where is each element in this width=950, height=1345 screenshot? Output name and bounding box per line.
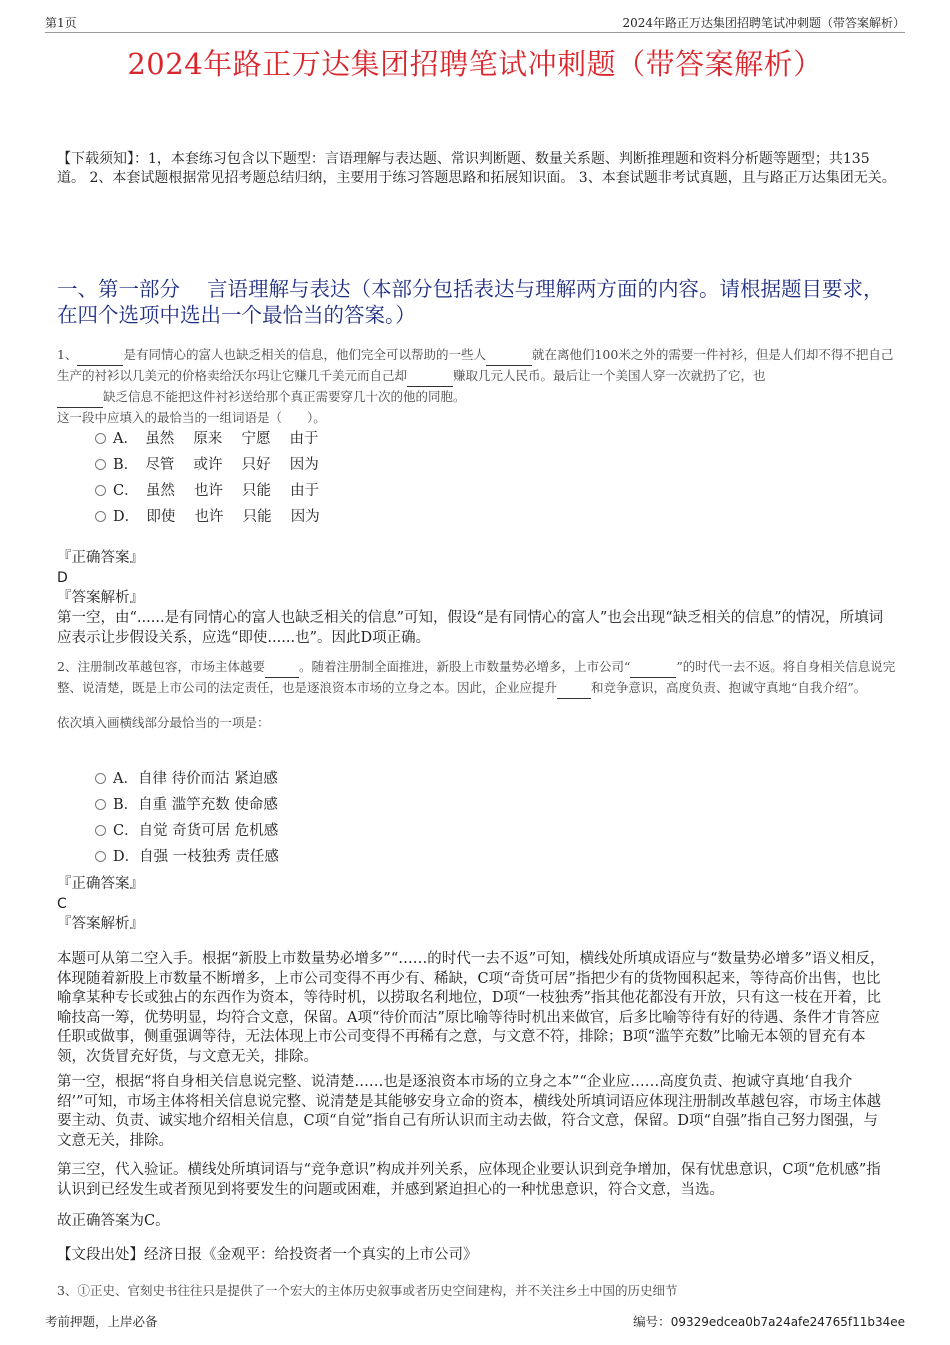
question-2-prompt: 依次填入画横线部分最恰当的一项是： bbox=[57, 715, 270, 730]
question-2-text bbox=[57, 657, 897, 699]
answer-value: D bbox=[57, 570, 68, 586]
download-notice: 【下载须知】：1，本套练习包含以下题型：言语理解与表达题、常识判断题、数量关系题、判断推理题和资料分析题等题型；共135道。 2、本套试题根据常见招考题总结归纳，主要用于练习答题思路和拓展知识面。 3、本套试题非考试真题，且与路正万达集团无关。 bbox=[57, 151, 896, 186]
analysis-paragraph-1: 本题可从第二空入手。根据“新股上市数量势必增多”“……的时代一去不返”可知，横线处所填成语应与“数量势必增多”语义相反，体现随着新股上市数量不断增多，上市公司变得不再少有、稀缺，C项“奇货可居”指把少有的货物囤积起来，等待高价出售，也比喻拿某种专长或独占的东西作为资本，等待时机，以捞取名利地位，D项“一枝独秀”指其他花都没有开放，只有这一枝在开着，比喻技高一筹，优势明显，均符合文意，保留。A项“待价而沽”原比喻等待时机出来做官，后多比喻等待有好的待遇、条件才肯答应任职或做事，侧重强调等待，无法体现上市公司变得不再稀有之意，与文意不符，排除；B项“滥竽充数”比喻无本领的冒充有本领，次货冒充好货，与文意无关，排除。 bbox=[57, 951, 885, 1065]
passage-source: 【文段出处】经济日报《金观平：给投资者一个真实的上市公司》 bbox=[57, 1247, 478, 1263]
question-1-text bbox=[57, 345, 897, 408]
q1-part3: 就在离他们100米之外的需要一件衬衫，但是人们却不得不把自己生产的衬衫以几美元的价格卖给沃尔玛让它赚几千美元而自己却 bbox=[57, 347, 894, 383]
answer-label: 『正确答案』 bbox=[57, 550, 144, 566]
radio-icon[interactable] bbox=[95, 433, 106, 444]
question-2 bbox=[57, 657, 897, 733]
answer-label: 『正确答案』 bbox=[57, 876, 144, 892]
radio-icon[interactable] bbox=[95, 485, 106, 496]
footer-slogan: 考前押题，上岸必备 bbox=[45, 1314, 158, 1329]
q1-part4: 赚取几元人民币。最后让一个美国人穿一次就扔了它，也 bbox=[453, 368, 766, 383]
blank bbox=[77, 345, 123, 366]
q2-part2: 。随着注册制全面推进，新股上市数量势必增多，上市公司“ bbox=[298, 659, 631, 674]
radio-icon[interactable] bbox=[95, 511, 106, 522]
question-1 bbox=[57, 345, 897, 428]
radio-icon[interactable] bbox=[95, 851, 106, 862]
blank bbox=[486, 345, 532, 366]
header-doc-title: 2024年路正万达集团招聘笔试冲刺题（带答案解析） bbox=[622, 16, 905, 30]
option-label: D． 即使 也许 只能 因为 bbox=[113, 509, 320, 525]
radio-icon[interactable] bbox=[95, 825, 106, 836]
option-c[interactable] bbox=[95, 478, 320, 504]
blank bbox=[407, 366, 453, 387]
option-a[interactable] bbox=[95, 766, 279, 792]
option-label: C．自觉 奇货可居 危机感 bbox=[113, 823, 279, 839]
radio-icon[interactable] bbox=[95, 799, 106, 810]
option-label: B．自重 滥竽充数 使命感 bbox=[113, 797, 278, 813]
footer-code-label: 编号： bbox=[633, 1314, 671, 1329]
blank bbox=[557, 678, 591, 699]
analysis-label: 『答案解析』 bbox=[57, 916, 144, 932]
analysis-conclusion: 故正确答案为C。 bbox=[57, 1213, 170, 1229]
blank bbox=[630, 657, 676, 678]
radio-icon[interactable] bbox=[95, 459, 106, 470]
blank bbox=[57, 387, 103, 408]
q2-part1: 2、注册制改革越包容，市场主体越要 bbox=[57, 659, 265, 674]
q1-part5: 缺乏信息不能把这件衬衫送给那个真正需要穿几十次的他的同胞。 bbox=[103, 389, 466, 404]
option-a[interactable] bbox=[95, 426, 320, 452]
option-label: C． 虽然 也许 只能 由于 bbox=[113, 483, 320, 499]
option-c[interactable] bbox=[95, 818, 279, 844]
analysis-paragraph-3: 第三空，代入验证。横线处所填词语与“竞争意识”构成并列关系，应体现企业要认识到竞争增加，保有忧患意识，C项“危机感”指认识到已经发生或者预见到将要发生的问题或困难，并感到紧迫担心的一种忧患意识，符合文意，当选。 bbox=[57, 1162, 881, 1198]
option-b[interactable] bbox=[95, 452, 320, 478]
option-label: A．自律 待价而沽 紧迫感 bbox=[113, 771, 278, 787]
option-label: A． 虽然 原来 宁愿 由于 bbox=[113, 431, 319, 447]
option-label: B． 尽管 或许 只好 因为 bbox=[113, 457, 319, 473]
question-1-options bbox=[95, 426, 320, 530]
analysis-label: 『答案解析』 bbox=[57, 590, 144, 606]
section-heading: 一、第一部分 言语理解与表达（本部分包括表达与理解两方面的内容。请根据题目要求，在四个选项中选出一个最恰当的答案。） bbox=[57, 277, 884, 327]
analysis-paragraph-2: 第一空，根据“将自身相关信息说完整、说清楚……也是逐浪资本市场的立身之本”“企业应……高度负责、抱诚守真地‘自我介绍’”可知，市场主体将相关信息说完整、说清楚是其能够安身立命的资本，横线处所填词语应体现注册制改革越包容，市场主体越要主动、负责、诚实地介绍相关信息，C项“自觉”指自己有所认识而主动去做，符合文意，保留。D项“自强”指自己努力图强，与文意无关，排除。 bbox=[57, 1074, 882, 1149]
footer-code-value: 09329edcea0b7a24afe24765f11b34ee bbox=[670, 1315, 905, 1329]
q2-part4: 和竞争意识，高度负责、抱诚守真地“自我介绍”。 bbox=[591, 680, 867, 695]
question-1-prompt: 这一段中应填入的最恰当的一组词语是（ ）。 bbox=[57, 410, 326, 425]
question-1-answer bbox=[57, 548, 897, 648]
q2-part3: ”的时代一去不返。将自身相关信息说完整、说清楚，既是上市公司的法定责任，也是逐浪资本市场的立身之本。因此，企业应提升 bbox=[57, 659, 896, 695]
option-d[interactable] bbox=[95, 844, 279, 870]
radio-icon[interactable] bbox=[95, 773, 106, 784]
blank bbox=[265, 657, 299, 678]
option-label: D．自强 一枝独秀 责任感 bbox=[113, 849, 279, 865]
page-number: 第1页 bbox=[45, 16, 77, 30]
answer-value: C bbox=[57, 896, 67, 912]
q1-part1: 1、 bbox=[57, 347, 78, 362]
footer-code bbox=[633, 1312, 905, 1330]
page-title: 2024年路正万达集团招聘笔试冲刺题（带答案解析） bbox=[127, 47, 823, 81]
option-b[interactable] bbox=[95, 792, 279, 818]
analysis-text: 第一空，由“......是有同情心的富人也缺乏相关的信息”可知，假设“是有同情心的富人”也会出现“缺乏相关的信息”的情况，所填词应表示让步假设关系，应选“即使......也”。因此D项正确。 bbox=[57, 610, 884, 646]
question-3-text: 3、①正史、官刻史书往往只是提供了一个宏大的主体历史叙事或者历史空间建构，并不关注乡土中国的历史细节 bbox=[57, 1283, 678, 1298]
page-header bbox=[45, 14, 905, 33]
question-2-options bbox=[95, 766, 279, 870]
option-d[interactable] bbox=[95, 504, 320, 530]
q1-part2: 是有同情心的富人也缺乏相关的信息，他们完全可以帮助的一些人 bbox=[123, 347, 486, 362]
question-2-answer bbox=[57, 874, 897, 934]
